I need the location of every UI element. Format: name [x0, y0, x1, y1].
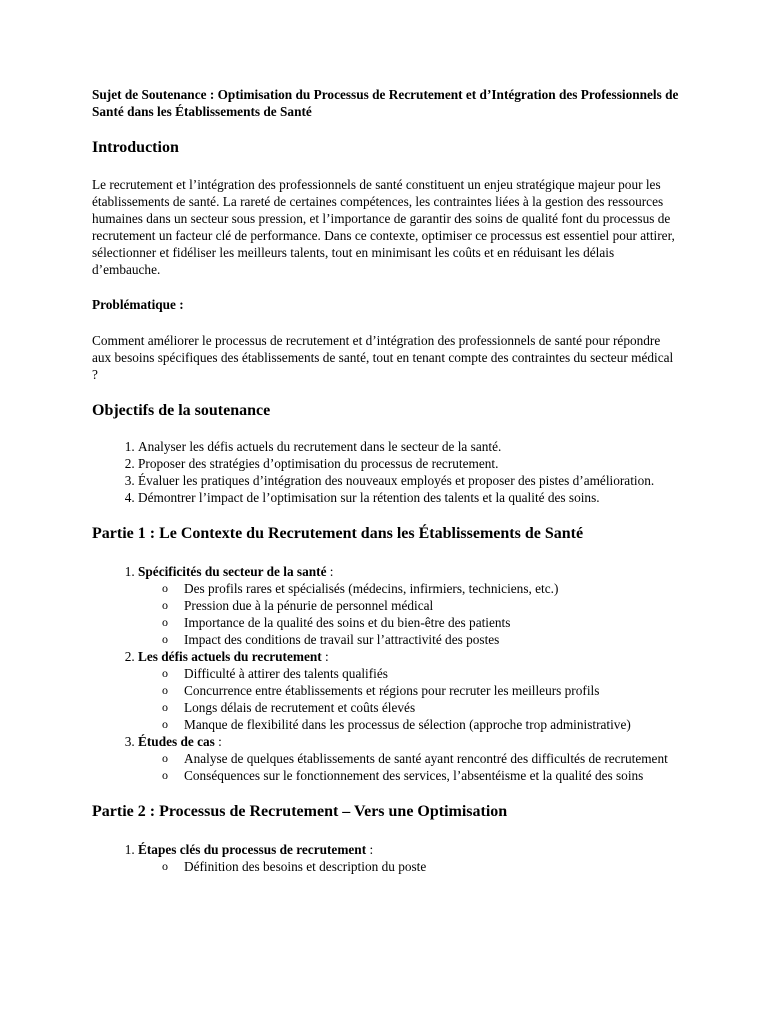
- sub-list-item: o Importance de la qualité des soins et du bien-être des patients: [184, 614, 682, 631]
- sub-list-item: o Conséquences sur le fonctionnement des services, l’absentéisme et la qualité des soins: [184, 767, 682, 784]
- introduction-text: Le recrutement et l’intégration des professionnels de santé constituent un enjeu stratégique majeur pour les établissements de santé. La rareté de certaines compétences, les contraintes liées à la gestion des ressources humaines dans un secteur sous pression, et l’importance de garantir des soins de qualité font du processus de recrutement un facteur clé de performance. Dans ce contexte, optimiser ce processus est essentiel pour attirer, sélectionner et fidéliser les meilleurs talents, tout en minimisant les coûts et en réduisant les délais d’embauche.: [92, 177, 675, 277]
- sub-list-item: o Concurrence entre établissements et régions pour recruter les meilleurs profils: [184, 682, 682, 699]
- list-item-label: Étapes clés du processus de recrutement: [138, 842, 367, 857]
- problematique-text: Comment améliorer le processus de recrutement et d’intégration des professionnels de santé pour répondre aux besoins spécifiques des établissements de santé, tout en tenant compte des contraintes du secteur médical ?: [92, 333, 674, 382]
- sub-list: [138, 858, 682, 875]
- sub-list-item: o Définition des besoins et description du poste: [184, 858, 682, 875]
- problematique-label: Problématique :: [92, 297, 184, 312]
- partie1-list: [92, 563, 682, 784]
- sub-list-item: o Impact des conditions de travail sur l’attractivité des postes: [184, 631, 682, 648]
- list-item-suffix: :: [326, 564, 334, 579]
- list-item: 2. Proposer des stratégies d’optimisation du processus de recrutement.: [138, 455, 682, 472]
- list-item: [138, 563, 682, 648]
- list-item-label: Études de cas: [138, 734, 215, 749]
- list-item: [138, 648, 682, 733]
- sub-list-item: o Des profils rares et spécialisés (médecins, infirmiers, techniciens, etc.): [184, 580, 682, 597]
- sub-list: [138, 580, 682, 648]
- partie2-list: [92, 841, 682, 875]
- document-title: Sujet de Soutenance : Optimisation du Processus de Recrutement et d’Intégration des Professionnels de Santé dans les Établissements de Santé: [92, 87, 679, 119]
- list-item-suffix: :: [366, 842, 374, 857]
- partie1-heading: Partie 1 : Le Contexte du Recrutement dans les Établissements de Santé: [92, 525, 584, 542]
- list-item-label: Spécificités du secteur de la santé: [138, 564, 327, 579]
- objectifs-heading: Objectifs de la soutenance: [92, 402, 271, 419]
- sub-list: [138, 750, 682, 784]
- list-item-suffix: :: [214, 734, 222, 749]
- sub-list-item: o Analyse de quelques établissements de santé ayant rencontré des difficultés de recrutement: [184, 750, 682, 767]
- sub-list-item: o Longs délais de recrutement et coûts élevés: [184, 699, 682, 716]
- list-item: [138, 733, 682, 784]
- list-item: 1. Analyser les défis actuels du recrutement dans le secteur de la santé.: [138, 438, 682, 455]
- list-item-suffix: :: [321, 649, 329, 664]
- sub-list-item: o Manque de flexibilité dans les processus de sélection (approche trop administrative): [184, 716, 682, 733]
- objectifs-list: [92, 438, 682, 506]
- partie2-heading: Partie 2 : Processus de Recrutement – Vers une Optimisation: [92, 803, 508, 820]
- introduction-heading: Introduction: [92, 139, 179, 156]
- sub-list: [138, 665, 682, 733]
- list-item-label: Les défis actuels du recrutement: [138, 649, 322, 664]
- list-item: [138, 841, 682, 875]
- document-page: [92, 86, 682, 875]
- list-item: 4. Démontrer l’impact de l’optimisation sur la rétention des talents et la qualité des soins.: [138, 489, 682, 506]
- list-item: 3. Évaluer les pratiques d’intégration des nouveaux employés et proposer des pistes d’amélioration.: [138, 472, 682, 489]
- sub-list-item: o Difficulté à attirer des talents qualifiés: [184, 665, 682, 682]
- sub-list-item: o Pression due à la pénurie de personnel médical: [184, 597, 682, 614]
